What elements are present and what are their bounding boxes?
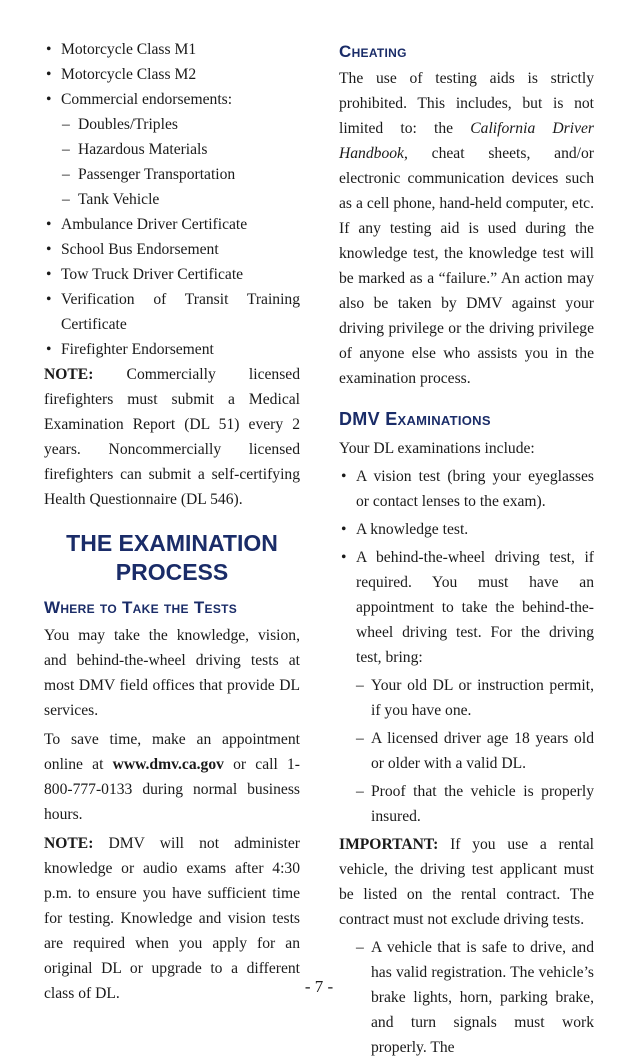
cheating-paragraph — [339, 66, 594, 391]
note-text: DMV will not administer knowledge or audio exams after 4:30 p.m. to ensure you have sufficient time for testing. Knowledge and vision tests are required when you apply for an original DL or upgrade to a different class of DL. — [44, 835, 300, 1002]
list-item: • A behind-the-wheel driving test, if required. You must have an appointment to take the behind-the-wheel driving test. For the driving test, bring: — [339, 545, 594, 670]
appointment-paragraph — [44, 727, 300, 827]
list-item: • Motorcycle Class M2 — [44, 62, 300, 87]
note-text: Commercially licensed firefighters must submit a Medical Examination Report (DL 51) every 2 years. Noncommercially licensed firefighters can submit a self-certifying Health Questionnaire (DL 546). — [44, 366, 300, 508]
left-column — [44, 37, 300, 1006]
sub-list-item: – Tank Vehicle — [44, 187, 300, 212]
cheating-text-2: , cheat sheets, and/or electronic communication devices such as a cell phone, hand-held computer, etc. If any testing aid is used during the knowledge test, the knowledge test will be marked as a “failure.” An action may also be taken by DMV against your driving privilege or the driving privilege of anyone else who assists you in the examination process. — [339, 145, 594, 387]
section-title-line-1: THE EXAMINATION — [66, 530, 278, 556]
handbook-title: California Driver Handbook — [339, 120, 594, 162]
list-item: • School Bus Endorsement — [44, 237, 300, 262]
sub-list-item: – Your old DL or instruction permit, if you have one. — [339, 673, 594, 723]
right-column — [339, 37, 594, 1060]
sub-list-item: – Hazardous Materials — [44, 137, 300, 162]
list-item: • A vision test (bring your eyeglasses or contact lenses to the exam). — [339, 464, 594, 514]
sub-list-item: – Passenger Transportation — [44, 162, 300, 187]
section-title-line-2: PROCESS — [115, 559, 229, 585]
cheating-text-1: The use of testing aids is strictly prohibited. This includes, but is not limited to: the — [339, 70, 594, 137]
list-item: • Tow Truck Driver Certificate — [44, 262, 300, 287]
sub-list-item: – A licensed driver age 18 years old or older with a valid DL. — [339, 726, 594, 776]
appointment-text-2: or call 1-800-777-0133 during normal business hours. — [44, 756, 300, 823]
where-heading: Where to Take the Tests — [44, 598, 238, 617]
where-paragraph: You may take the knowledge, vision, and behind-the-wheel driving tests at most DMV field offices that provide DL services. — [44, 627, 300, 719]
note-label: NOTE: — [44, 835, 94, 852]
firefighter-note — [44, 362, 300, 512]
cheating-heading: Cheating — [339, 42, 407, 61]
page-number: - 7 - — [304, 977, 334, 996]
important-label: IMPORTANT: — [339, 836, 439, 853]
important-note — [339, 832, 594, 932]
list-item: • Motorcycle Class M1 — [44, 37, 300, 62]
sub-list-item: – Proof that the vehicle is properly insured. — [339, 779, 594, 829]
exams-intro: Your DL examinations include: — [339, 440, 535, 457]
list-item: • Verification of Transit Training Certificate — [44, 287, 300, 337]
sub-list-item: – A vehicle that is safe to drive, and has valid registration. The vehicle’s brake lights, horn, parking brake, and turn signals must work properly. The — [339, 935, 594, 1060]
dmv-website-link[interactable]: www.dmv.ca.gov — [112, 756, 224, 773]
sub-list-item: – Doubles/Triples — [44, 112, 300, 137]
list-item: • Commercial endorsements: — [44, 87, 300, 112]
list-item: • Firefighter Endorsement — [44, 337, 300, 362]
list-item: • A knowledge test. — [339, 517, 594, 542]
important-text: If you use a rental vehicle, the driving test applicant must be listed on the rental contract. The contract must not exclude driving tests. — [339, 836, 594, 928]
list-item: • Ambulance Driver Certificate — [44, 212, 300, 237]
note-label: NOTE: — [44, 366, 94, 383]
appointment-text-1: To save time, make an appointment online at — [44, 731, 300, 773]
dmv-exams-heading: DMV Examinations — [339, 409, 491, 429]
section-title — [44, 529, 300, 587]
